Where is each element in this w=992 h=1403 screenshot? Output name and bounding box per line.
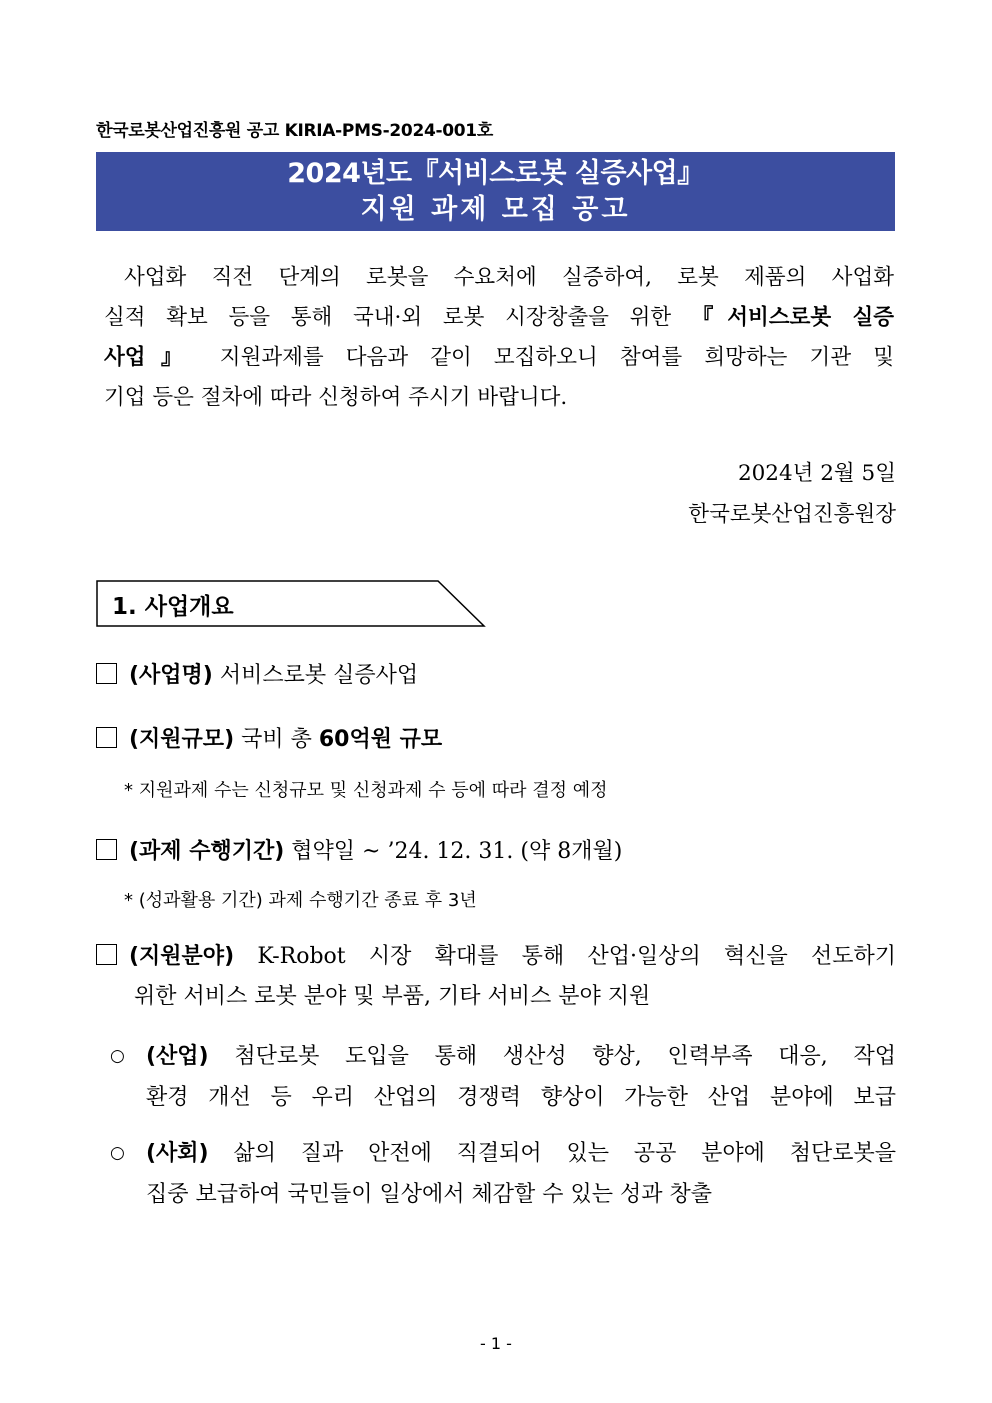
intro-line-2: 실적 확보 등을 통해 국내·외 로봇 시장창출을 위한 『서비스로봇 실증: [104, 305, 895, 330]
checkbox-square-icon: [96, 727, 117, 748]
intro-line-3: 사업』 지원과제를 다음과 같이 모집하오니 참여를 희망하는 기관 및: [104, 345, 894, 370]
subitem-industry: [110, 1036, 896, 1118]
checkbox-square-icon: [96, 839, 117, 860]
intro-paragraph: [104, 258, 894, 418]
title-line-1: 2024년도『서비스로봇 실증사업』: [287, 157, 704, 189]
subitem-society: [110, 1133, 896, 1215]
title-banner: [96, 152, 895, 231]
period-note: * (성과활용 기간) 과제 수행기간 종료 후 3년: [124, 890, 477, 911]
page-number: - 1 -: [480, 1334, 512, 1353]
intro-line-1: 사업화 직전 단계의 로봇을 수요처에 실증하여, 로봇 제품의 사업화: [124, 265, 894, 290]
field-line-1: (지원분야) K-Robot 시장 확대를 통해 산업·일상의 혁신을 선도하기: [96, 937, 896, 977]
intro-line-4: 기업 등은 절차에 따라 신청하여 주시기 바랍니다.: [104, 385, 568, 410]
section-1-header: [96, 580, 486, 628]
notice-number: 한국로봇산업진흥원 공고 KIRIA-PMS-2024-001호: [96, 121, 493, 141]
checkbox-square-icon: [96, 663, 117, 684]
issuer: 한국로봇산업진흥원장: [688, 502, 896, 527]
item-business-name: (사업명) 서비스로봇 실증사업: [96, 656, 896, 696]
subitem-line-1: ○ (사회) 삶의 질과 안전에 직결되어 있는 공공 분야에 첨단로봇을: [110, 1133, 896, 1174]
subitem-line-2: 집중 보급하여 국민들이 일상에서 체감할 수 있는 성과 창출: [146, 1182, 712, 1207]
announcement-date: 2024년 2월 5일: [737, 461, 896, 486]
section-1-title: 1. 사업개요: [112, 594, 234, 620]
subitem-line-1: ○ (산업) 첨단로봇 도입을 통해 생산성 향상, 인력부족 대응, 작업: [110, 1036, 896, 1077]
circle-bullet-icon: ○: [110, 1046, 125, 1066]
scale-note: * 지원과제 수는 신청규모 및 신청과제 수 등에 따라 결정 예정: [124, 780, 608, 801]
checkbox-square-icon: [96, 944, 117, 965]
subitem-line-2: 환경 개선 등 우리 산업의 경쟁력 향상이 가능한 산업 분야에 보급: [146, 1085, 896, 1110]
circle-bullet-icon: ○: [110, 1143, 125, 1163]
item-project-period: (과제 수행기간) 협약일 ~ ’24. 12. 31. (약 8개월): [96, 832, 896, 872]
field-line-2: 위한 서비스 로봇 분야 및 부품, 기타 서비스 분야 지원: [134, 984, 651, 1009]
item-support-field: [96, 937, 896, 1017]
title-line-2: 지원 과제 모집 공고: [360, 193, 631, 225]
item-support-scale: (지원규모) 국비 총 60억원 규모: [96, 720, 896, 760]
